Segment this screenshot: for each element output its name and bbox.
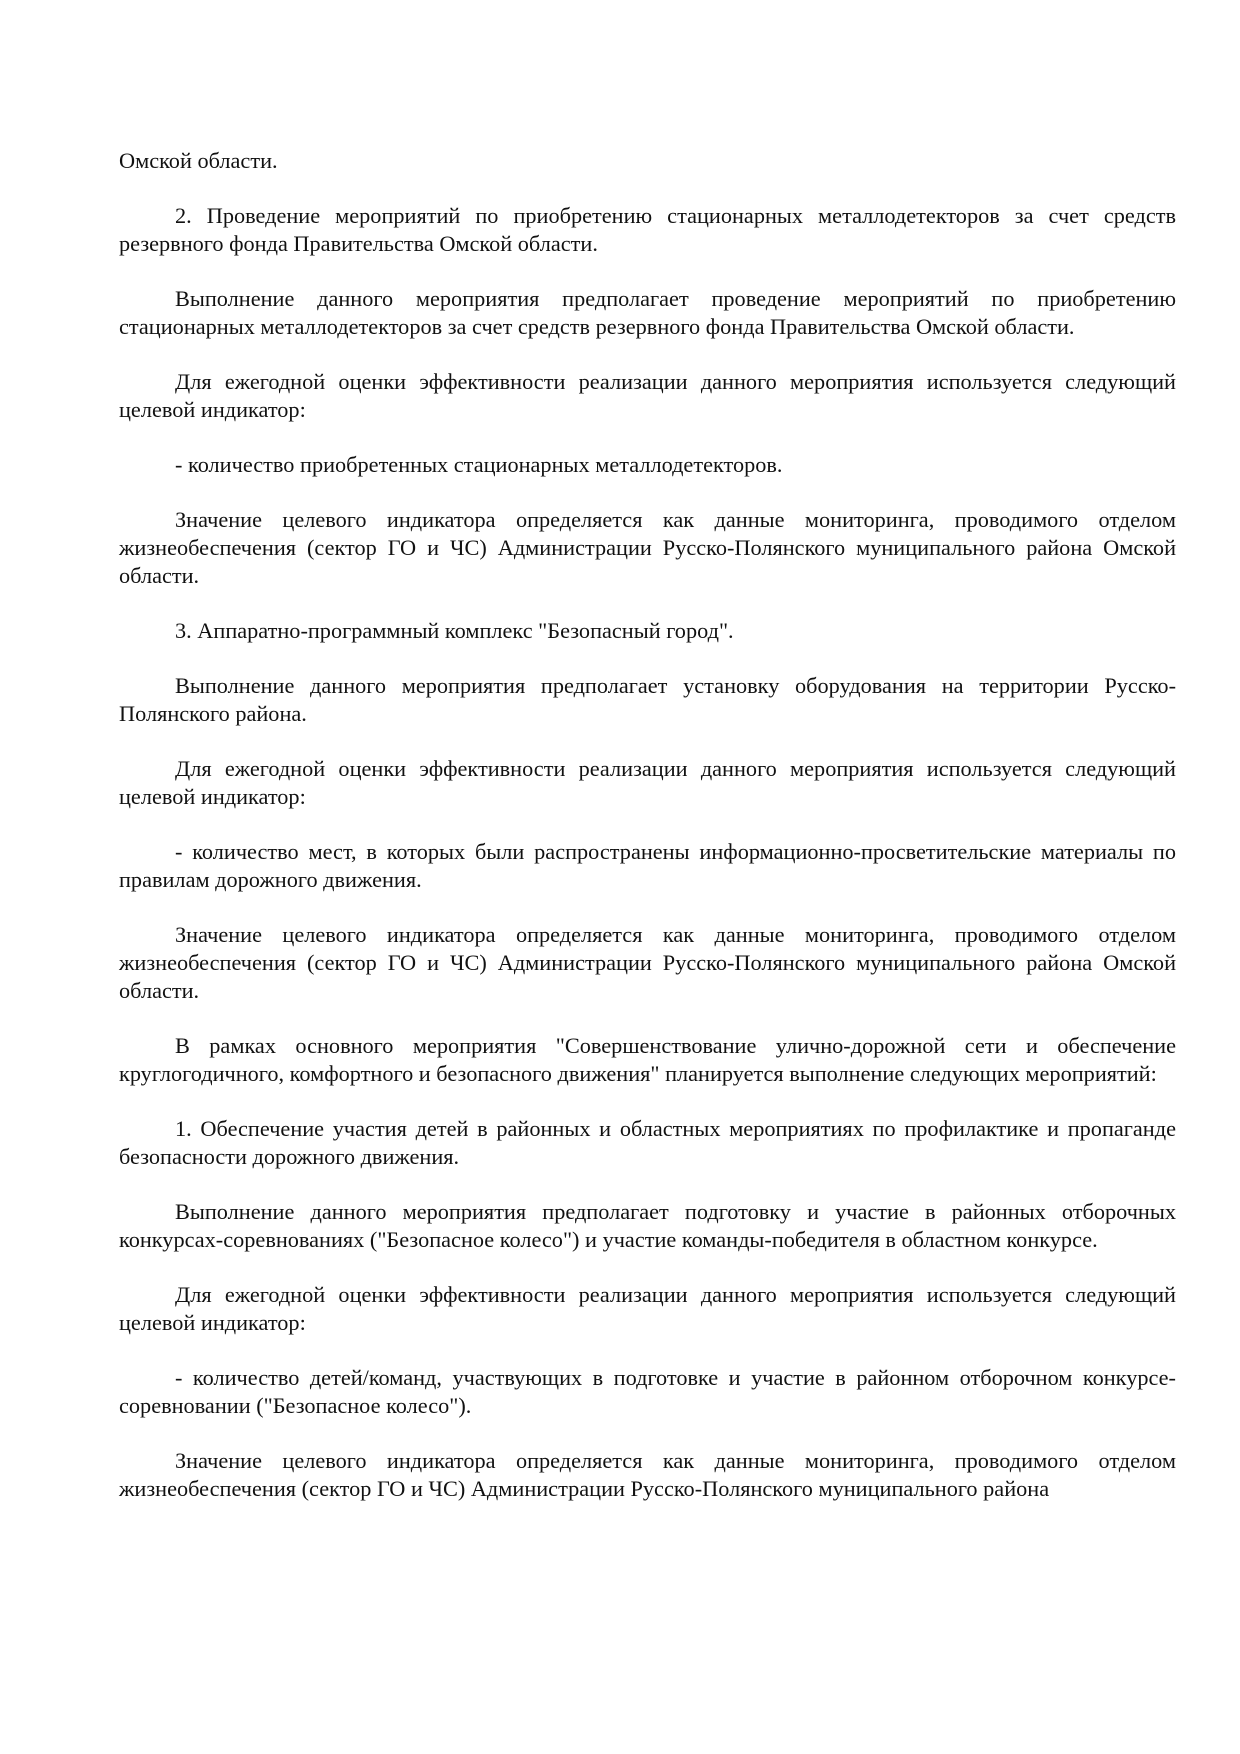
paragraph-item-2-indicator-intro: Для ежегодной оценки эффективности реализации данного мероприятия используется следующий целевой индикатор: bbox=[119, 369, 1176, 422]
paragraph-item-3-description: Выполнение данного мероприятия предполагает установку оборудования на территории Русско-Полянского района. bbox=[119, 673, 1176, 726]
paragraph-sub-item-1-heading: 1. Обеспечение участия детей в районных и областных мероприятиях по профилактике и пропаганде безопасности дорожного движения. bbox=[119, 1116, 1176, 1169]
paragraph-sub-item-1-indicator-intro: Для ежегодной оценки эффективности реализации данного мероприятия используется следующий целевой индикатор: bbox=[119, 1282, 1176, 1335]
paragraph-main-activity-intro: В рамках основного мероприятия "Совершенствование улично-дорожной сети и обеспечение круглогодичного, комфортного и безопасного движения" планируется выполнение следующих мероприятий: bbox=[119, 1033, 1176, 1086]
paragraph-item-3-indicator-value: Значение целевого индикатора определяется как данные мониторинга, проводимого отделом жизнеобеспечения (сектор ГО и ЧС) Администрации Русско-Полянского муниципального района Омской области. bbox=[119, 922, 1176, 1003]
paragraph-sub-item-1-description: Выполнение данного мероприятия предполагает подготовку и участие в районных отборочных конкурсах-соревнованиях ("Безопасное колесо") и участие команды-победителя в областном конкурсе. bbox=[119, 1199, 1176, 1252]
document-page bbox=[119, 147, 1176, 1530]
paragraph-item-3-indicator-intro: Для ежегодной оценки эффективности реализации данного мероприятия используется следующий целевой индикатор: bbox=[119, 756, 1176, 809]
paragraph-item-2-heading: 2. Проведение мероприятий по приобретению стационарных металлодетекторов за счет средств резервного фонда Правительства Омской области. bbox=[119, 203, 1176, 256]
paragraph-item-2-indicator: - количество приобретенных стационарных металлодетекторов. bbox=[175, 452, 783, 477]
paragraph-sub-item-1-indicator: - количество детей/команд, участвующих в подготовке и участие в районном отборочном конкурсе-соревновании ("Безопасное колесо"). bbox=[119, 1365, 1176, 1418]
paragraph-sub-item-1-indicator-value: Значение целевого индикатора определяется как данные мониторинга, проводимого отделом жизнеобеспечения (сектор ГО и ЧС) Администрации Русско-Полянского муниципального района bbox=[119, 1448, 1176, 1501]
paragraph-continuation: Омской области. bbox=[119, 148, 278, 173]
paragraph-item-3-heading: 3. Аппаратно-программный комплекс "Безопасный город". bbox=[175, 618, 734, 643]
paragraph-item-2-description: Выполнение данного мероприятия предполагает проведение мероприятий по приобретению стационарных металлодетекторов за счет средств резервного фонда Правительства Омской области. bbox=[119, 286, 1176, 339]
paragraph-item-3-indicator: - количество мест, в которых были распространены информационно-просветительские материалы по правилам дорожного движения. bbox=[119, 839, 1176, 892]
paragraph-item-2-indicator-value: Значение целевого индикатора определяется как данные мониторинга, проводимого отделом жизнеобеспечения (сектор ГО и ЧС) Администрации Русско-Полянского муниципального района Омской области. bbox=[119, 507, 1176, 588]
